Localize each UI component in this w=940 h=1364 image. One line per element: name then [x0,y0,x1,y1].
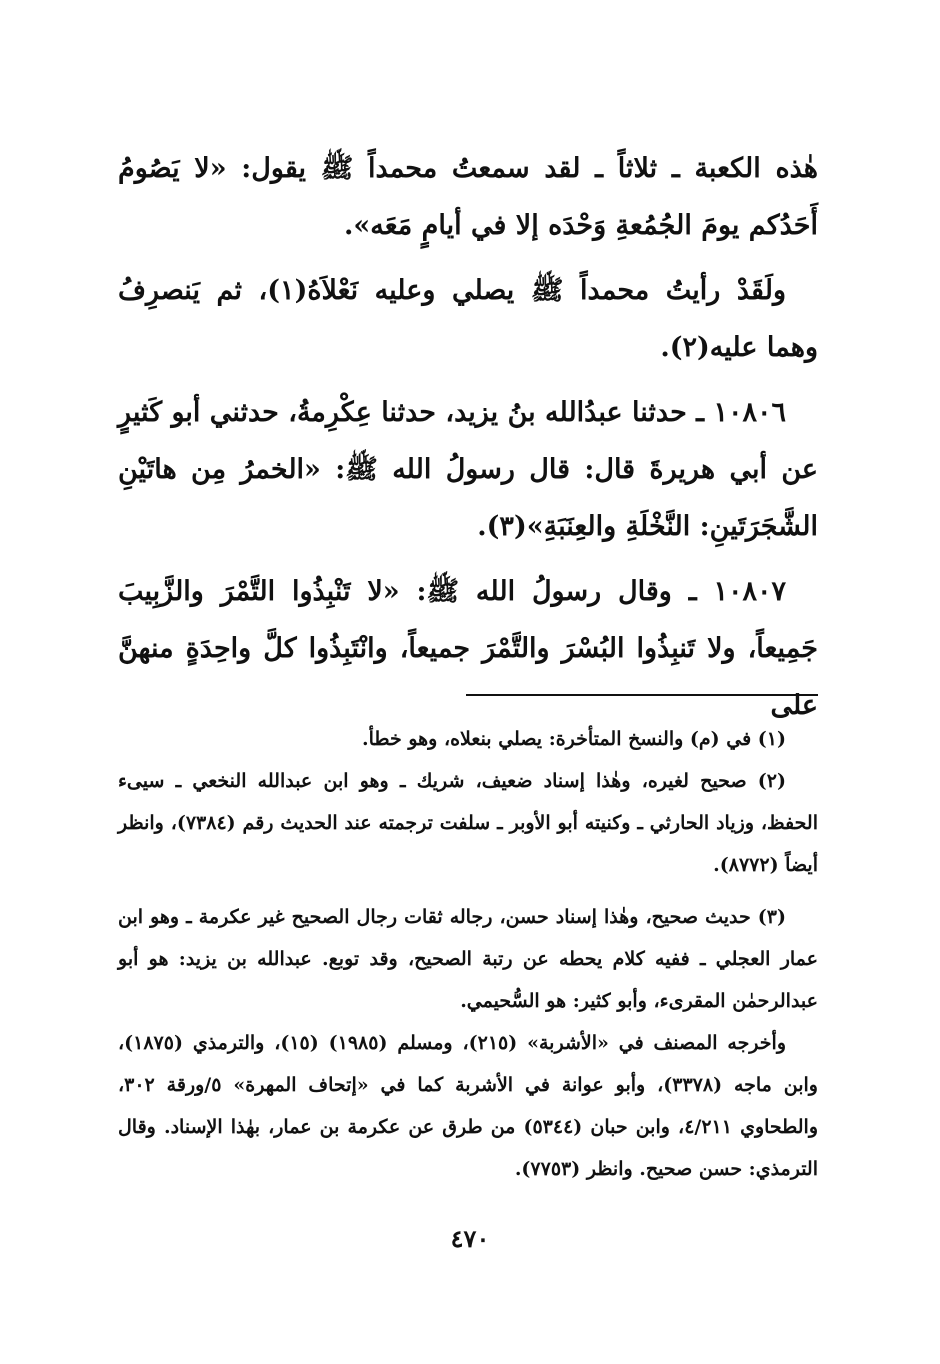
main-text [118,140,818,734]
paragraph-1: هٰذه الكعبة ـ ثلاثاً ـ لقد سمعتُ محمداً ﷺ يقول: «لا يَصُومُ أَحَدُكم يومَ الجُمُعةِ وَحْدَه إلا في أيامٍ مَعَه». [118,153,818,241]
footnote-separator [466,694,818,696]
page-number: ٤٧٠ [450,1224,490,1253]
footnote-3-continued: وأخرجه المصنف في «الأشربة» (٢١٥)، ومسلم (١٩٨٥) (١٥)، والترمذي (١٨٧٥)، وابن ماجه (٣٣٧٨)، وأبو عوانة في الأشربة كما في «إتحاف المهرة» ٥/ورقة ٣٠٢، والطحاوي ٤/٢١١، وابن حبان (٥٣٤٤) من طرق عن عكرمة بن عمار، بهٰذا الإسناد. وقال الترمذي: حسن صحيح. وانظر (٧٧٥٣). [118,1032,818,1180]
footnotes [118,718,818,1190]
hadith-10806: ١٠٨٠٦ ـ حدثنا عبدُالله بنُ يزيد، حدثنا عِكْرِمةُ، حدثني أبو كَثيرٍ عن أبي هريرةَ قال: قال رسولُ الله ﷺ: «الخمرُ مِن هاتَيْنِ الشَّجَرَتَينِ: النَّخْلَةِ والعِنَبَةِ»(٣). [118,397,818,542]
paragraph-2: ولَقَدْ رأيتُ محمداً ﷺ يصلي وعليه نَعْلاَهُ(١)، ثم يَنصرِفُ وهما عليه(٢). [118,275,818,363]
footnote-1: (١) في (م) والنسخ المتأخرة: يصلي بنعلاه، وهو خطأ. [362,728,786,750]
hadith-10807: ١٠٨٠٧ ـ وقال رسولُ الله ﷺ: «لا تَنْبِذُوا التَّمْرَ والزَّبِيبَ جَمِيعاً، ولا تَنبِذُوا البُسْرَ والتَّمْرَ جميعاً، وانْتَبِذُوا كلَّ واحِدَةٍ منهنَّ على [118,576,818,721]
footnote-3: (٣) حديث صحيح، وهٰذا إسناد حسن، رجاله ثقات رجال الصحيح غير عكرمة ـ وهو ابن عمار العجلي ـ ففيه كلام يحطه عن رتبة الصحيح، وقد توبع. عبدالله بن يزيد: هو أبو عبدالرحمٰن المقرىء، وأبو كثير: هو السُّحيمي. [118,906,818,1012]
footnote-2: (٢) صحيح لغيره، وهٰذا إسناد ضعيف، شريك ـ وهو ابن عبدالله النخعي ـ سيىء الحفظ، وزياد الحارثي ـ وكنيته أبو الأوبر ـ سلفت ترجمته عند الحديث رقم (٧٣٨٤)، وانظر أيضاً (٨٧٧٢). [118,770,818,876]
